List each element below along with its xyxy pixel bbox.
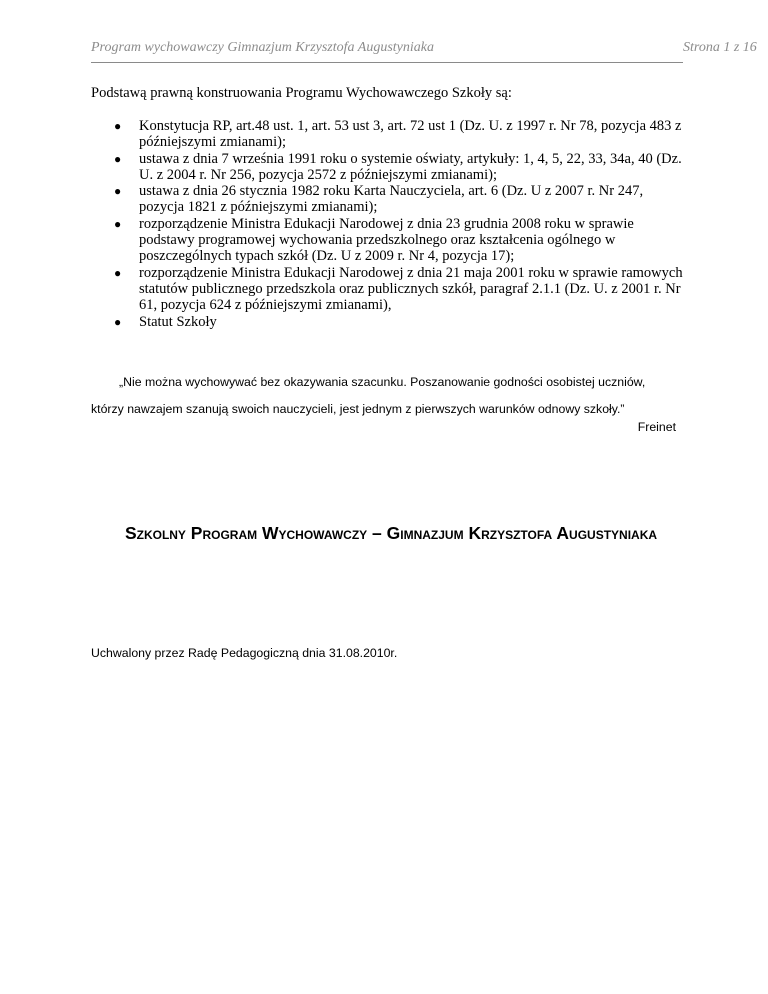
list-item xyxy=(91,118,691,151)
bullet-icon: ● xyxy=(114,184,122,199)
bullet-icon: ● xyxy=(114,119,122,133)
list-item-text: ustawa z dnia 26 stycznia 1982 roku Karta Nauczyciela, art. 6 (Dz. U z 2007 r. Nr 247, pozycja 1821 z późniejszymi zmianami); xyxy=(139,183,644,216)
list-item-text: ustawa z dnia 7 września 1991 roku o systemie oświaty, artykuły: 1, 4, 5, 22, 33, 34a, 40 (Dz. U. z 2004 r. Nr 256, pozycja 2572 z późniejszymi zmianami); xyxy=(139,150,682,183)
list-item xyxy=(91,314,691,330)
list-item xyxy=(91,216,691,265)
intro-paragraph: Podstawą prawną konstruowania Programu Wychowawczego Szkoły są: xyxy=(91,85,512,101)
page-number: Strona 1 z 16 xyxy=(683,40,757,55)
list-item xyxy=(91,265,691,314)
quote-author: Freinet xyxy=(637,420,676,434)
bullet-icon: ● xyxy=(114,265,122,280)
approval-note: Uchwalony przez Radę Pedagogiczną dnia 31.08.2010r. xyxy=(91,646,398,660)
list-item-text: Konstytucja RP, art.48 ust. 1, art. 53 ust 3, art. 72 ust 1 (Dz. U. z 1997 r. Nr 78, pozycja 483 z późniejszymi zmianami); xyxy=(139,118,682,151)
program-title: Szkolny Program Wychowawczy – Gimnazjum Krzysztofa Augustyniaka xyxy=(124,523,658,543)
page-header xyxy=(91,40,683,63)
legal-bases-list xyxy=(91,118,691,330)
bullet-icon: ● xyxy=(114,314,122,329)
bullet-icon: ● xyxy=(114,151,122,166)
bullet-icon: ● xyxy=(114,216,122,231)
list-item-text: Statut Szkoły xyxy=(139,313,217,330)
list-item-text: rozporządzenie Ministra Edukacji Narodowej z dnia 21 maja 2001 roku w sprawie ramowych statutów publicznego przedszkola oraz publicznych szkół, paragraf 2.1.1 (Dz. U. z 2001 r. Nr 61, pozycja 624 z późniejszymi zmianami), xyxy=(139,264,683,314)
list-item xyxy=(91,151,691,184)
quote-line-1: „Nie można wychowywać bez okazywania szacunku. Poszanowanie godności osobistej uczniów, xyxy=(119,375,646,389)
header-title: Program wychowawczy Gimnazjum Krzysztofa Augustyniaka xyxy=(91,40,434,55)
quote-line-2: którzy nawzajem szanują swoich nauczycieli, jest jednym z pierwszych warunków odnowy szkoły.” xyxy=(91,402,625,416)
list-item-text: rozporządzenie Ministra Edukacji Narodowej z dnia 23 grudnia 2008 roku w sprawie podstawy programowej wychowania przedszkolnego oraz kształcenia ogólnego w poszczególnych typach szkół (Dz. U z 2009 r. Nr 4, pozycja 17); xyxy=(139,215,634,265)
list-item xyxy=(91,183,691,216)
